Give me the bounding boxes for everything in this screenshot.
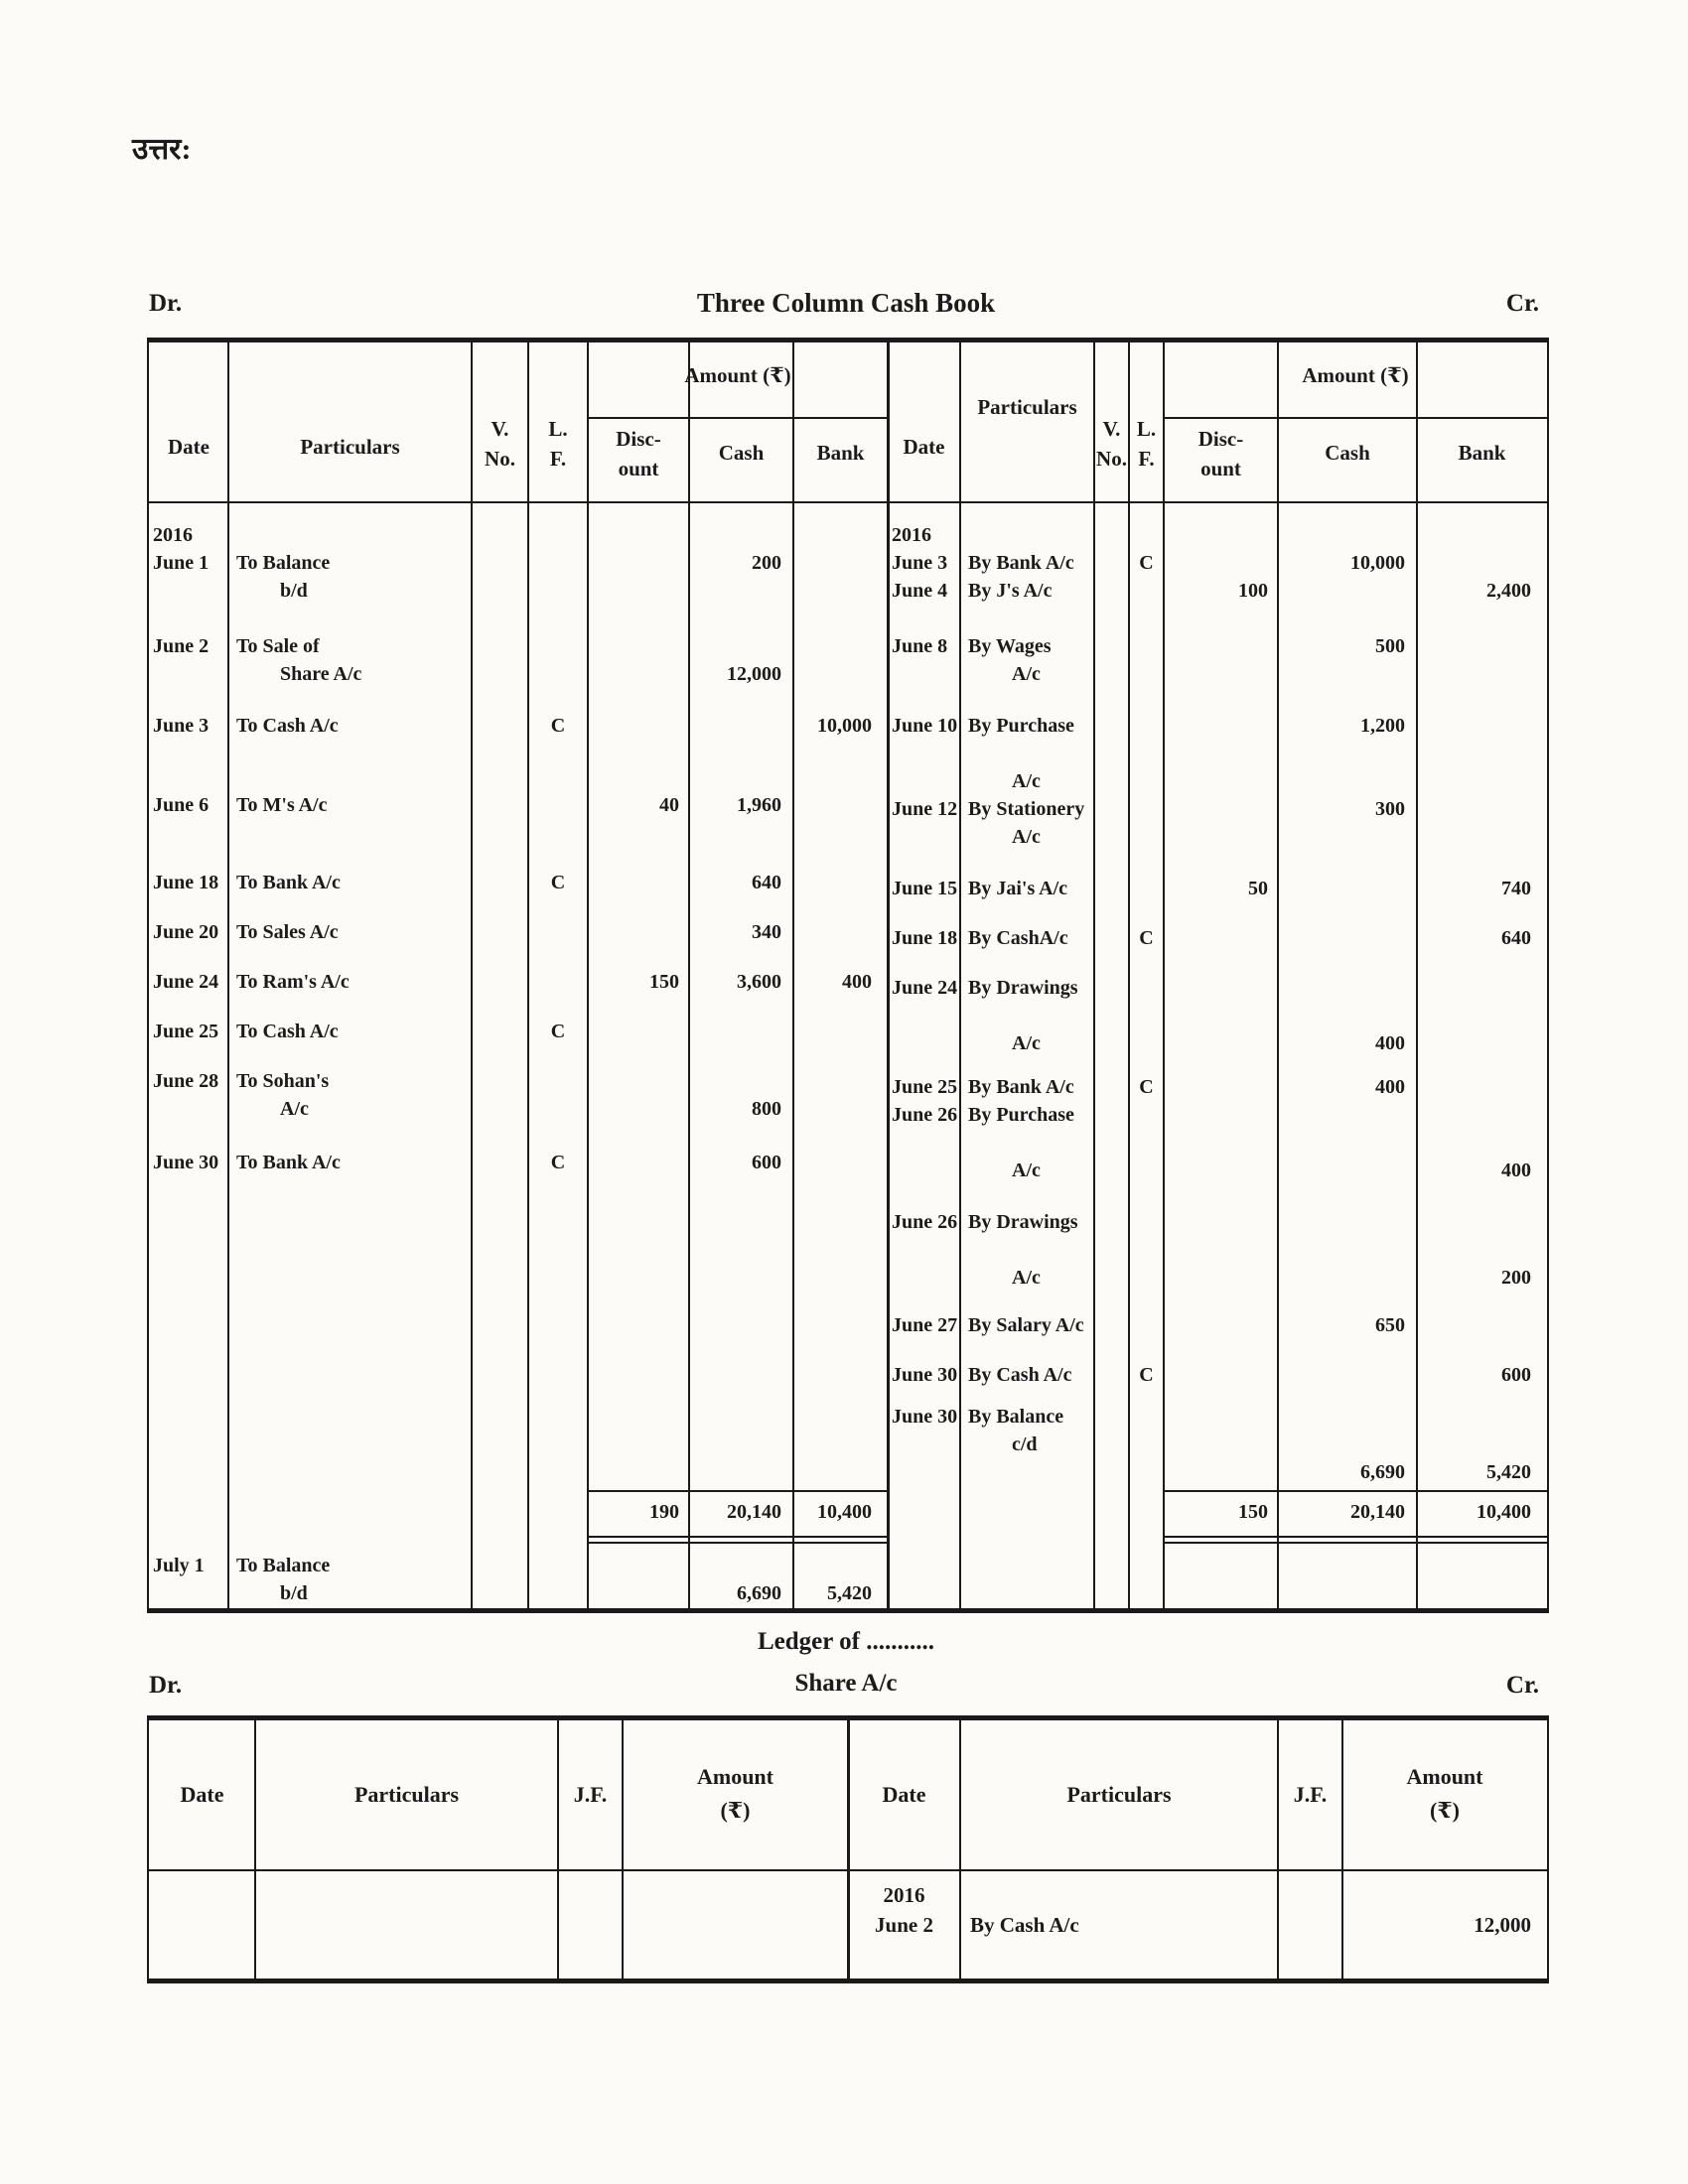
cell-date: June 26	[892, 1104, 958, 1126]
column-rule	[1416, 342, 1418, 1608]
bank-header: Bank	[816, 441, 865, 465]
cell-particulars: By Cash A/c	[968, 1364, 1072, 1386]
bank-header: Bank	[1458, 441, 1506, 465]
particulars-header: Particulars	[300, 435, 400, 459]
cell-date: June 8	[892, 635, 948, 657]
cell-date: June 30	[153, 1152, 219, 1173]
ledger-cr-label: Cr.	[1505, 1672, 1539, 1699]
cashbook-title: Three Column Cash Book	[696, 288, 996, 318]
cell-ledger-folio: C	[1139, 1364, 1154, 1386]
cell-bank: 200	[1501, 1267, 1531, 1289]
cell-particulars: To Cash A/c	[236, 1021, 339, 1042]
cell-particulars: To Bank A/c	[236, 1152, 341, 1173]
total-cash: 20,140	[727, 1501, 781, 1523]
cell-date: June 18	[153, 872, 219, 893]
cell-particulars: To Bank A/c	[236, 872, 341, 893]
cell-ledger-folio: C	[550, 1152, 566, 1173]
particulars-header: Particulars	[353, 1782, 460, 1807]
ledger-table	[147, 1715, 1549, 1983]
cell-particulars: b/d	[280, 580, 308, 602]
cell-cash: 800	[752, 1098, 781, 1120]
cell-date: June 2	[153, 635, 210, 657]
cell-particulars: By Salary A/c	[968, 1314, 1084, 1336]
cell-particulars: c/d	[1012, 1433, 1038, 1455]
column-rule	[1163, 342, 1165, 1608]
cell-bank: 600	[1501, 1364, 1531, 1386]
voucher-no-header: V.	[1102, 417, 1121, 441]
cell-bank: 5,420	[1486, 1461, 1531, 1483]
totals-double-rule	[588, 1536, 888, 1544]
discount-header: Disc-	[1197, 427, 1244, 451]
cell-date: June 6	[153, 794, 210, 816]
date-header: Date	[168, 435, 210, 459]
cell-particulars: To Ram's A/c	[236, 971, 350, 993]
cell-cash: 500	[1375, 635, 1405, 657]
cell-date: June 1	[153, 552, 210, 574]
column-rule	[557, 1720, 559, 1979]
cell-particulars: To Balance	[236, 552, 331, 574]
cell-bank: 2,400	[1486, 580, 1531, 602]
cell-cash: 400	[1375, 1076, 1405, 1098]
cell-date: June 4	[892, 580, 948, 602]
cell-ledger-folio: C	[1139, 552, 1154, 574]
cell-particulars: By Drawings	[968, 1211, 1078, 1233]
total-bank: 10,400	[1477, 1501, 1531, 1523]
answer-label: उत्तर:	[132, 133, 192, 166]
cell-particulars: A/c	[1012, 1267, 1041, 1289]
cell-ledger-folio: C	[550, 1021, 566, 1042]
date-header: Date	[882, 1782, 926, 1807]
amount-header: Amount	[1406, 1764, 1483, 1789]
cell-cash: 3,600	[737, 971, 781, 993]
cell-cash: 6,690	[1360, 1461, 1405, 1483]
totals-top-rule	[1164, 1490, 1547, 1492]
cell-date: June 18	[892, 927, 958, 949]
cell-cash: 10,000	[1350, 552, 1405, 574]
particulars-header: Particulars	[977, 395, 1077, 419]
cell-date: June 10	[892, 715, 958, 737]
cell-discount: 50	[1248, 878, 1268, 899]
ledger-folio-header: F.	[1138, 447, 1155, 471]
cell-particulars: By CashA/c	[968, 927, 1068, 949]
cell-bank: 740	[1501, 878, 1531, 899]
cashbook-table	[147, 338, 1549, 1613]
cell-cash: 340	[752, 921, 781, 943]
cashbook-cr-label: Cr.	[1505, 290, 1539, 317]
cell-particulars: To Balance	[236, 1555, 331, 1576]
column-rule	[622, 1720, 624, 1979]
cell-particulars: By Bank A/c	[968, 552, 1074, 574]
amount-header: Amount	[696, 1764, 774, 1789]
amount-header: Amount (₹)	[684, 363, 791, 387]
cell-bank: 640	[1501, 927, 1531, 949]
cell-bank: 400	[842, 971, 872, 993]
totals-top-rule	[588, 1490, 888, 1492]
total-discount: 190	[649, 1501, 679, 1523]
cell-bank: 400	[1501, 1160, 1531, 1181]
cell-date: 2016	[883, 1883, 925, 1907]
ledger-folio-header: L.	[1136, 417, 1157, 441]
cell-date: June 2	[875, 1913, 933, 1937]
voucher-no-header: No.	[485, 447, 515, 471]
cell-particulars: A/c	[1012, 1032, 1041, 1054]
cashbook-dr-label: Dr.	[149, 290, 183, 317]
cell-ledger-folio: C	[1139, 927, 1154, 949]
cell-bank: 5,420	[827, 1582, 872, 1604]
cell-cash: 400	[1375, 1032, 1405, 1054]
cell-date: July 1	[153, 1555, 205, 1576]
cell-date: June 27	[892, 1314, 958, 1336]
voucher-no-header: No.	[1096, 447, 1127, 471]
cell-date: June 3	[892, 552, 948, 574]
cell-date: June 30	[892, 1406, 958, 1428]
cell-date: June 25	[153, 1021, 219, 1042]
amount-header: (₹)	[1430, 1798, 1460, 1823]
cell-date: June 25	[892, 1076, 958, 1098]
center-divider-rule	[847, 1720, 850, 1979]
amount-header: Amount (₹)	[1302, 363, 1409, 387]
cell-particulars: To Cash A/c	[236, 715, 339, 737]
cell-particulars: By Bank A/c	[968, 1076, 1074, 1098]
center-divider-rule	[887, 342, 890, 1608]
cell-date: 2016	[153, 524, 193, 546]
total-bank: 10,400	[817, 1501, 872, 1523]
cell-date: June 28	[153, 1070, 219, 1092]
ledger-folio-header: F.	[549, 447, 567, 471]
amount-header-rule	[1164, 417, 1547, 419]
cell-particulars: A/c	[280, 1098, 309, 1120]
cell-date: June 24	[892, 977, 958, 999]
amount-header-rule	[588, 417, 888, 419]
cell-cash: 6,690	[737, 1582, 781, 1604]
total-cash: 20,140	[1350, 1501, 1405, 1523]
column-rule	[1128, 342, 1130, 1608]
total-discount: 150	[1238, 1501, 1268, 1523]
particulars-header: Particulars	[1066, 1782, 1172, 1807]
cell-date: June 3	[153, 715, 210, 737]
ledger-title: Share A/c	[794, 1670, 898, 1697]
cell-particulars: By Purchase	[968, 1104, 1074, 1126]
cell-particulars: By Balance	[968, 1406, 1064, 1428]
cell-particulars: By Jai's A/c	[968, 878, 1068, 899]
cell-discount: 40	[659, 794, 679, 816]
cash-header: Cash	[1325, 441, 1370, 465]
date-header: Date	[180, 1782, 224, 1807]
cell-particulars: By Cash A/c	[970, 1913, 1079, 1937]
cell-particulars: A/c	[1012, 663, 1041, 685]
cell-date: June 26	[892, 1211, 958, 1233]
journal-folio-header: J.F.	[1293, 1782, 1328, 1807]
column-rule	[1341, 1720, 1343, 1979]
voucher-no-header: V.	[491, 417, 509, 441]
cell-cash: 300	[1375, 798, 1405, 820]
header-rule	[149, 1869, 1547, 1871]
date-header: Date	[903, 435, 945, 459]
cell-particulars: To Sohan's	[236, 1070, 330, 1092]
cell-particulars: b/d	[280, 1582, 308, 1604]
totals-double-rule	[1164, 1536, 1547, 1544]
cell-date: June 20	[153, 921, 219, 943]
cell-cash: 650	[1375, 1314, 1405, 1336]
cell-cash: 1,200	[1360, 715, 1405, 737]
cash-header: Cash	[718, 441, 765, 465]
column-rule	[1277, 342, 1279, 1608]
discount-header: ount	[1200, 457, 1241, 480]
cell-particulars: To Sales A/c	[236, 921, 339, 943]
cell-discount: 100	[1238, 580, 1268, 602]
cell-particulars: By Wages	[968, 635, 1052, 657]
cell-bank: 10,000	[817, 715, 872, 737]
discount-header: ount	[618, 457, 659, 480]
column-rule	[254, 1720, 256, 1979]
ledger-folio-header: L.	[548, 417, 568, 441]
column-rule	[527, 342, 529, 1608]
cell-date: June 30	[892, 1364, 958, 1386]
cell-particulars: Share A/c	[280, 663, 362, 685]
cell-cash: 12,000	[727, 663, 781, 685]
cell-particulars: By Purchase	[968, 715, 1074, 737]
cell-ledger-folio: C	[550, 872, 566, 893]
cell-particulars: A/c	[1012, 1160, 1041, 1181]
cell-particulars: A/c	[1012, 770, 1041, 792]
cell-date: June 24	[153, 971, 219, 993]
ledger-heading: Ledger of ...........	[758, 1628, 934, 1655]
cell-date: June 12	[892, 798, 958, 820]
cell-particulars: A/c	[1012, 826, 1041, 848]
cell-date: 2016	[892, 524, 931, 546]
discount-header: Disc-	[616, 427, 661, 451]
amount-header: (₹)	[720, 1798, 751, 1823]
cell-particulars: To M's A/c	[236, 794, 328, 816]
cell-particulars: To Sale of	[236, 635, 320, 657]
cell-discount: 150	[649, 971, 679, 993]
ledger-dr-label: Dr.	[149, 1672, 183, 1699]
cell-ledger-folio: C	[1139, 1076, 1154, 1098]
cell-amount: 12,000	[1474, 1913, 1531, 1937]
cell-cash: 1,960	[737, 794, 781, 816]
header-rule	[149, 501, 1547, 503]
cell-particulars: By J's A/c	[968, 580, 1053, 602]
cell-particulars: By Drawings	[968, 977, 1078, 999]
cell-cash: 600	[752, 1152, 781, 1173]
cell-particulars: By Stationery	[968, 798, 1085, 820]
column-rule	[1277, 1720, 1279, 1979]
column-rule	[959, 1720, 961, 1979]
journal-folio-header: J.F.	[573, 1782, 608, 1807]
cell-cash: 200	[752, 552, 781, 574]
cell-ledger-folio: C	[550, 715, 566, 737]
cell-cash: 640	[752, 872, 781, 893]
cell-date: June 15	[892, 878, 958, 899]
